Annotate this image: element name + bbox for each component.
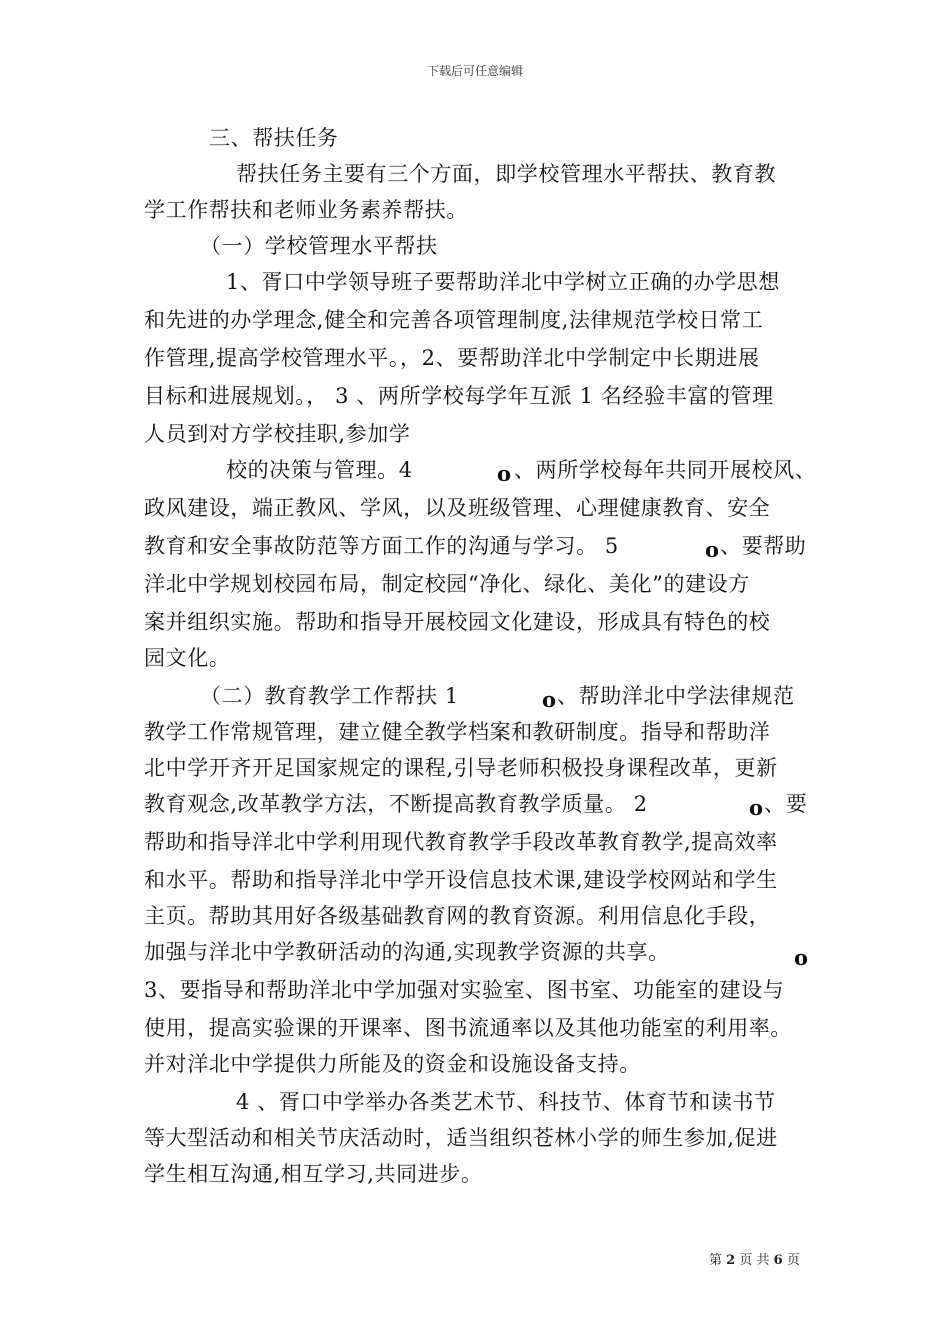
paragraph-line: 并对洋北中学提供力所能及的资金和设施设备支持。 [144,1052,641,1076]
paragraph-line: 等大型活动和相关节庆活动时，适当组织苍林小学的师生参加,促进 [144,1126,778,1150]
paragraph-line: 北中学开齐开足国家规定的课程,引导老师积极投身课程改革，更新 [144,756,778,780]
paragraph-line: 校的决策与管理。4 [226,458,413,482]
page-number-footer [709,1249,800,1268]
paragraph-line: 主页。帮助其用好各级基础教育网的教育资源。利用信息化手段， [144,904,771,928]
paragraph-line: 教育观念,改革教学方法，不断提高教育教学质量。 2 [144,792,648,816]
paragraph-line: 和水平。帮助和指导洋北中学开设信息技术课,建设学校网站和学生 [144,868,778,892]
paragraph-line: 目标和进展规划。， 3 、两所学校每学年互派 1 名经验丰富的管理 [144,384,774,408]
paragraph-line: 人员到对方学校挂职,参加学 [144,422,411,446]
paragraph-line: 洋北中学规划校园布局，制定校园“净化、绿化、美化”的建设方 [144,572,750,596]
section-title: 三、帮扶任务 [209,126,339,150]
footer-prefix: 第 [709,1253,723,1268]
footer-suffix: 页 [786,1253,800,1268]
paragraph-line: 帮扶任务主要有三个方面，即学校管理水平帮扶、教育教 [236,162,776,186]
paragraph-line: 、要 [764,792,808,816]
current-page-number: 2 [726,1253,736,1268]
paragraph-line: 、要帮助 [720,534,807,558]
stray-marker: o [794,945,809,970]
stray-marker: o [749,795,764,820]
paragraph-line: 园文化。 [144,646,231,670]
paragraph-line: 教育和安全事故防范等方面工作的沟通与学习。 5 [144,534,619,558]
paragraph-line: 、两所学校每年共同开展校风、 [514,458,817,482]
total-page-count: 6 [773,1253,783,1268]
paragraph-line: 案并组织实施。帮助和指导开展校园文化建设，形成具有特色的校 [144,610,771,634]
footer-mid: 页 共 [739,1253,770,1268]
paragraph-line: 、帮助洋北中学法律规范 [557,684,795,708]
paragraph-line: 4 、胥口中学举办各类艺术节、科技节、体育节和读书节 [236,1090,776,1114]
paragraph-line: 政风建设，端正教风、学风，以及班级管理、心理健康教育、安全 [144,496,771,520]
paragraph-line: 帮助和指导洋北中学利用现代教育教学手段改革教育教学,提高效率 [144,830,778,854]
paragraph-line: 使用，提高实验课的开课率、图书流通率以及其他功能室的利用率。 [144,1016,792,1040]
paragraph-line: 教学工作常规管理，建立健全教学档案和教研制度。指导和帮助洋 [144,720,771,744]
paragraph-line: 和先进的办学理念,健全和完善各项管理制度,法律规范学校日常工 [144,308,764,332]
paragraph-line: 学工作帮扶和老师业务素养帮扶。 [144,198,468,222]
subsection-title: （二）教育教学工作帮扶 1 [200,684,459,708]
paragraph-line: 3、要指导和帮助洋北中学加强对实验室、图书室、功能室的建设与 [144,978,785,1002]
paragraph-line: 作管理,提高学校管理水平。，2、要帮助洋北中学制定中长期进展 [144,346,760,370]
page-header-note: 下载后可任意编辑 [426,64,523,78]
stray-marker: o [497,461,512,486]
paragraph-line: 1、胥口中学领导班子要帮助洋北中学树立正确的办学思想 [226,270,780,294]
paragraph-line: 学生相互沟通,相互学习,共同进步。 [144,1162,483,1186]
stray-marker: o [705,537,720,562]
paragraph-line: 加强与洋北中学教研活动的沟通,实现教学资源的共享。 [144,940,670,964]
stray-marker: o [542,687,557,712]
subsection-title: （一）学校管理水平帮扶 [200,234,438,258]
